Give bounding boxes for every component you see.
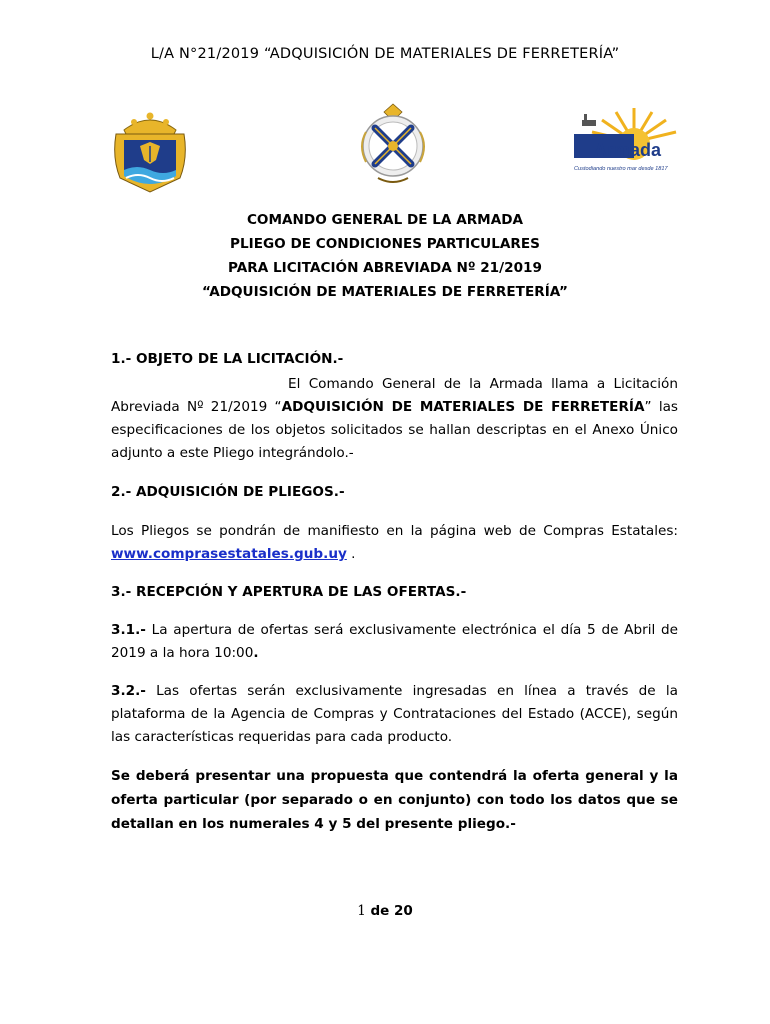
title-line-2: PLIEGO DE CONDICIONES PARTICULARES (230, 236, 540, 252)
armada-wordmark: Armada (594, 140, 662, 160)
section-3-2-text: Las ofertas serán exclusivamente ingresadas en línea a través de la plataforma de la Agencia de Compras y Contrataciones del Estado (ACCE), según las características requeridas para cada producto. (111, 683, 678, 745)
armada-motto: Custodiando nuestro mar desde 1817 (574, 166, 668, 172)
section-3-1-paragraph (111, 619, 678, 665)
section-1-heading: 1.- OBJETO DE LA LICITACIÓN.- (111, 351, 344, 367)
title-line-1: COMANDO GENERAL DE LA ARMADA (246, 212, 524, 228)
title-line-4: “ADQUISICIÓN DE MATERIALES DE FERRETERÍA” (202, 284, 568, 300)
document-body (111, 348, 678, 836)
section-3-bold-paragraph: Se deberá presentar una propuesta que contendrá la oferta general y la oferta particular (por separado o en conjunto) con todo los datos que se detallan en los numerales 4 y 5 del presente pliego.- (111, 768, 678, 832)
section-1-text-bold: ADQUISICIÓN DE MATERIALES DE FERRETERÍA (281, 399, 645, 415)
section-1-text-b: ” las especificaciones de los objetos solicitados se hallan descriptas en el Anexo Único adjunto a este Pliego integrándolo.- (111, 399, 679, 461)
compras-estatales-link[interactable]: www.comprasestatales.gub.uy (111, 546, 347, 562)
section-3-2-paragraph (111, 680, 678, 749)
section-3-heading: 3.- RECEPCIÓN Y APERTURA DE LAS OFERTAS.- (111, 584, 467, 600)
document-title (0, 208, 770, 304)
armada-brand-logo (572, 104, 682, 176)
section-2-paragraph (111, 520, 678, 566)
section-3-2-number: 3.2.- (111, 683, 146, 699)
section-2-heading: 2.- ADQUISICIÓN DE PLIEGOS.- (111, 484, 345, 500)
section-3-1-number: 3.1.- (111, 622, 146, 638)
section-2-after-link: . (346, 546, 356, 562)
title-line-3: PARA LICITACIÓN ABREVIADA Nº 21/2019 (228, 260, 542, 276)
naval-emblem-logo (348, 102, 438, 188)
section-1-paragraph (111, 373, 678, 465)
coat-of-arms-logo (110, 108, 190, 194)
page-total: de 20 (365, 903, 413, 919)
page-footer (0, 903, 770, 919)
section-1-text-a: El Comando General de la Armada llama a Licitación Abreviada Nº 21/2019 “ (111, 376, 678, 415)
section-3-1-text: La apertura de ofertas será exclusivamente electrónica el día 5 de Abril de 2019 a la hora 10:00 (111, 622, 678, 661)
running-header: L/A N°21/2019 “ADQUISICIÓN DE MATERIALES DE FERRETERÍA” (150, 46, 620, 62)
section-3-1-end: . (253, 645, 259, 661)
page-number: 1 (357, 903, 366, 919)
section-2-text: Los Pliegos se pondrán de manifiesto en la página web de Compras Estatales: (111, 523, 678, 539)
